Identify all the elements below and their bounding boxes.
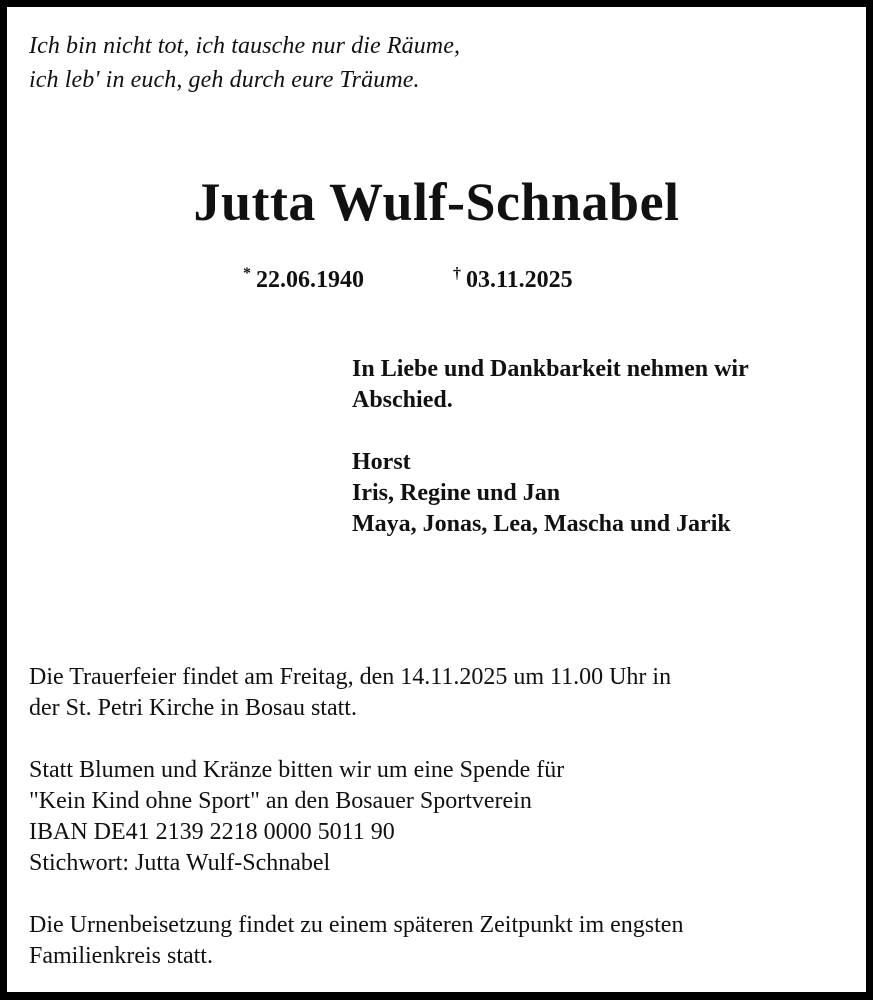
reference-keyword: Stichwort: Jutta Wulf-Schnabel <box>29 850 331 876</box>
mourner-line: Maya, Jonas, Lea, Mascha und Jarik <box>352 511 731 537</box>
death-date: † 03.11.2025 <box>453 265 573 293</box>
mourner-line: Iris, Regine und Jan <box>352 480 561 506</box>
family-section <box>352 354 749 540</box>
poem-quote <box>29 29 460 97</box>
poem-line: ich leb' in euch, geh durch eure Träume. <box>29 67 420 93</box>
farewell-line: Abschied. <box>352 387 453 413</box>
cross-icon: † <box>453 265 461 282</box>
poem-line: Ich bin nicht tot, ich tausche nur die Räume, <box>29 33 461 59</box>
deceased-name: Jutta Wulf-Schnabel <box>193 172 680 232</box>
donation-info: Statt Blumen und Kränze bitten wir um eine Spende für "Kein Kind ohne Sport" an den Bosauer Sportverein IBAN DE41 2139 2218 0000 5011 90 Stichwort: Jutta Wulf-Schnabel <box>29 755 859 879</box>
service-info: Die Trauerfeier findet am Freitag, den 14.11.2025 um 11.00 Uhr in der St. Petri Kirche in Bosau statt. <box>29 664 672 721</box>
iban: IBAN DE41 2139 2218 0000 5011 90 <box>29 819 395 845</box>
star-icon: * <box>243 265 251 282</box>
obituary-notice <box>7 7 866 992</box>
birth-date: * 22.06.1940 <box>243 265 364 293</box>
details-section <box>29 662 859 972</box>
burial-info: Die Urnenbeisetzung findet zu einem späteren Zeitpunkt im engsten Familienkreis statt. <box>29 912 684 969</box>
mourner-line: Horst <box>352 449 411 475</box>
farewell-line: In Liebe und Dankbarkeit nehmen wir <box>352 356 749 382</box>
